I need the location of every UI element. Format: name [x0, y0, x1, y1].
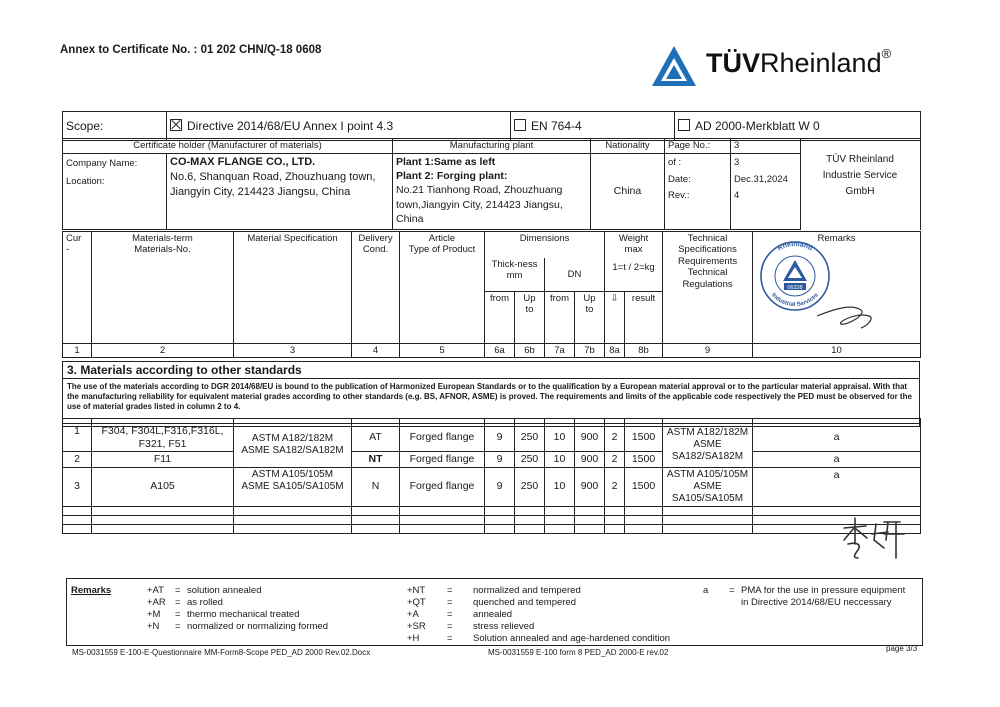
- legend-item: +SR = stress relieved: [407, 621, 535, 632]
- legend-item: +AT = solution annealed: [147, 585, 262, 596]
- scope-label: Scope:: [63, 112, 167, 141]
- row-thick-to: 250: [515, 424, 545, 452]
- holder-table: [62, 138, 921, 230]
- row-thick-to: 250: [515, 467, 545, 506]
- row-delivery: N: [352, 467, 400, 506]
- checkbox-checked-icon[interactable]: [170, 119, 182, 131]
- tuv-triangle-icon: [650, 44, 698, 88]
- col-tech-2: Specifications: [678, 244, 737, 256]
- company-address-2: Jiangyin City, 214423 Jiangsu, China: [170, 185, 351, 198]
- col-number: 3: [234, 344, 352, 358]
- checkbox-unchecked-icon[interactable]: [514, 119, 526, 131]
- row-tech-2: ASME SA182/SA182M: [671, 439, 744, 463]
- col-number: 7a: [545, 344, 575, 358]
- col-number: 2: [92, 344, 234, 358]
- legend-item: +A = annealed: [407, 609, 513, 620]
- company-label: Company Name:: [66, 158, 138, 169]
- row-number: 3: [63, 467, 92, 506]
- col-tech-3: Requirements: [677, 255, 738, 267]
- legend-a-code: a: [703, 585, 709, 596]
- scope-ad[interactable]: [675, 112, 921, 141]
- plant-address-2: town,Jiangyin City, 214423 Jiangsu,: [396, 198, 563, 211]
- row-weight: 2: [605, 424, 625, 452]
- row-result: 1500: [625, 424, 663, 452]
- row-dn-from: 10: [545, 424, 575, 452]
- col-tech-4: Technical: [687, 267, 728, 279]
- tuv-seal-stamp: [757, 238, 917, 338]
- col-article: Article: [428, 233, 456, 244]
- scope-en-label: EN 764-4: [531, 118, 582, 133]
- page-label: Page No.:: [665, 139, 731, 154]
- col-thickness-mm: mm: [506, 269, 523, 281]
- legend-a-desc-1: PMA for the use in pressure equipment: [741, 585, 906, 596]
- legend-item: +NT = normalized and tempered: [407, 585, 581, 596]
- table-row: [63, 452, 921, 468]
- col-number: 7b: [575, 344, 605, 358]
- legend-a-desc-2: in Directive 2014/68/EU neccessary: [741, 597, 892, 608]
- issuer-line-2: Industrie Service: [822, 170, 898, 181]
- col-cur-dash: -: [66, 244, 70, 256]
- col-article-type: Type of Product: [408, 244, 476, 256]
- issuer-line-1: TÜV Rheinland: [826, 154, 894, 165]
- checkbox-unchecked-icon[interactable]: [678, 119, 690, 131]
- row-result: 1500: [625, 467, 663, 506]
- row-dn-from: 10: [545, 452, 575, 468]
- row-article: Forged flange: [400, 452, 485, 468]
- legend-col-1: [147, 585, 328, 633]
- row-number: 1: [63, 424, 92, 452]
- svg-text:Rheinland: [777, 241, 814, 252]
- col-number: 8a: [605, 344, 625, 358]
- footer-middle: MS-0031559 E-100 form 8 PED_AD 2000-E rev.02: [488, 648, 669, 657]
- row-remark: a: [753, 452, 921, 468]
- nationality-value: China: [591, 154, 665, 230]
- col-dn-from: from: [545, 292, 575, 344]
- nationality-col-header: Nationality: [591, 139, 665, 154]
- col-number: 8b: [625, 344, 663, 358]
- col-materials-no: Materials-No.: [134, 244, 191, 256]
- company-address-1: No.6, Shanquan Road, Zhouzhuang town,: [170, 170, 376, 183]
- col-thickness: Thick-ness: [491, 258, 538, 270]
- seal-top-text: Rheinland: [776, 240, 814, 253]
- col-dn: DN: [545, 258, 605, 292]
- col-number: 5: [400, 344, 485, 358]
- table-row: [63, 424, 921, 452]
- row-tech-1: ASTM A105/105M: [666, 468, 749, 480]
- arrow-down-icon: ⇩: [605, 292, 625, 344]
- legend-item: +H = Solution annealed and age-hardened condition: [407, 633, 671, 644]
- row-tech-2: ASME SA105/SA105M: [671, 480, 744, 504]
- of-value: 3: [734, 157, 740, 168]
- row-thick-to: 250: [515, 452, 545, 468]
- row-spec-2: ASME SA182/SA182M: [241, 445, 344, 457]
- plant-address-3: China: [396, 212, 424, 225]
- tuv-logo: [648, 42, 918, 88]
- scope-en[interactable]: [511, 112, 675, 141]
- table-row: [63, 467, 921, 506]
- col-number: 4: [352, 344, 400, 358]
- scope-directive-label: Directive 2014/68/EU Annex I point 4.3: [187, 118, 394, 133]
- row-materials: A105: [92, 467, 234, 506]
- col-number: 6b: [515, 344, 545, 358]
- col-number: 10: [753, 344, 921, 358]
- row-materials: F304, F304L,F316,F316L, F321, F51: [92, 424, 234, 452]
- logo-wordmark: [706, 48, 891, 79]
- row-remark: a: [753, 424, 921, 452]
- col-tech-5: Regulations: [682, 278, 733, 290]
- seal-signature: [817, 307, 871, 328]
- date-value: Dec.31,2024: [734, 173, 788, 185]
- legend-item: +N = normalized or normalizing formed: [147, 621, 328, 632]
- col-tech-1: Technical: [687, 233, 728, 244]
- row-article: Forged flange: [400, 467, 485, 506]
- row-spec-1: ASTM A182/182M: [251, 433, 334, 445]
- rev-value: 4: [734, 190, 740, 202]
- col-number: 9: [663, 344, 753, 358]
- row-weight: 2: [605, 452, 625, 468]
- col-cur: Cur: [66, 233, 82, 244]
- location-label: Location:: [66, 176, 105, 188]
- holder-col-header: Certificate holder (Manufacturer of materials): [63, 139, 393, 154]
- col-delivery-cond: Cond.: [362, 244, 389, 256]
- section3-note: The use of the materials according to DGR 2014/68/EU is bound to the publication of Harmonized European Standards or to the qualification by a European material approval or to the particular material appraisal. With that the manufacturing reliability for equivalent material grades according to other standards (e.g. BS, AFNOR, ASME) is proved. The requirements and limits of the applicable code respectively the PED must be observed for the use of material grades listed in column 2 to 4.: [63, 379, 920, 427]
- col-remarks: Remarks: [753, 232, 921, 344]
- col-thick-up: Up: [523, 293, 536, 304]
- plant-2: Plant 2: Forging plant:: [396, 170, 508, 183]
- column-numbers-row: [63, 344, 921, 358]
- row-delivery: NT: [352, 452, 400, 468]
- scope-ad-label: AD 2000-Merkblatt W 0: [695, 118, 820, 133]
- page-value: 3: [731, 139, 801, 154]
- row-thick-from: 9: [485, 467, 515, 506]
- legend-col-2: [407, 585, 670, 645]
- row-remark: a: [753, 467, 921, 506]
- plant-col-header: Manufacturing plant: [393, 139, 591, 154]
- row-delivery: AT: [352, 424, 400, 452]
- materials-table: [62, 418, 921, 534]
- col-thick-from: from: [485, 292, 515, 344]
- scope-directive[interactable]: [167, 112, 511, 141]
- row-result: 1500: [625, 452, 663, 468]
- col-spec: Material Specification: [234, 232, 352, 344]
- date-label: Date:: [668, 173, 691, 185]
- row-materials: F11: [92, 452, 234, 468]
- section3-title: 3. Materials according to other standards: [63, 362, 920, 379]
- row-spec-2: ASME SA105/SA105M: [241, 480, 344, 492]
- of-label: of :: [668, 157, 682, 168]
- col-weight-max: max: [624, 244, 643, 256]
- logo-bold: TÜV: [706, 48, 760, 78]
- col-dn-up: Up: [583, 293, 596, 304]
- col-delivery: Delivery: [358, 233, 393, 244]
- logo-registered: ®: [881, 46, 892, 61]
- company-name: CO-MAX FLANGE CO., LTD.: [170, 156, 316, 168]
- logo-rest: Rheinland: [760, 48, 882, 78]
- col-dimensions: Dimensions: [485, 232, 605, 258]
- legend-item: +QT = quenched and tempered: [407, 597, 576, 608]
- row-thick-from: 9: [485, 452, 515, 468]
- remarks-legend: [66, 578, 923, 646]
- col-weight: Weight: [618, 233, 649, 244]
- row-dn-to: 900: [575, 424, 605, 452]
- seal-bottom-text: Industrial Services: [770, 292, 820, 309]
- handwritten-signature: [840, 514, 910, 562]
- footer-page: page 3/3: [886, 644, 918, 653]
- footer-left: MS-0031559 E-100-E-Questionnaire MM-Form8-Scope PED_AD 2000 Rev.02.Docx: [72, 648, 371, 657]
- seal-number: 06338: [787, 285, 803, 291]
- plant-1: Plant 1:Same as left: [396, 156, 496, 168]
- col-thick-to: to: [525, 304, 534, 316]
- row-spec-1: ASTM A105/105M: [251, 468, 334, 480]
- col-dn-to: to: [585, 304, 594, 316]
- issuer-line-3: GmbH: [845, 186, 875, 197]
- col-number: 6a: [485, 344, 515, 358]
- col-result: result: [625, 292, 663, 344]
- legend-col-3: [703, 585, 905, 609]
- plant-address-1: No.21 Tianhong Road, Zhouzhuang: [396, 184, 563, 197]
- row-thick-from: 9: [485, 424, 515, 452]
- legend-title: Remarks: [71, 585, 112, 596]
- col-weight-unit: 1=t / 2=kg: [612, 261, 655, 273]
- annex-title: Annex to Certificate No. : 01 202 CHN/Q-18 0608: [60, 44, 322, 56]
- legend-item: +AR = as rolled: [147, 597, 223, 608]
- row-tech-1: ASTM A182/182M: [666, 427, 749, 439]
- row-dn-to: 900: [575, 467, 605, 506]
- col-number: 1: [63, 344, 92, 358]
- col-materials-term: Materials-term: [132, 233, 193, 244]
- row-number: 2: [63, 452, 92, 468]
- legend-a-eq: =: [729, 585, 735, 596]
- rev-label: Rev.:: [668, 190, 690, 202]
- row-weight: 2: [605, 467, 625, 506]
- row-dn-to: 900: [575, 452, 605, 468]
- scope-table: [62, 111, 921, 141]
- legend-item: +M = thermo mechanical treated: [147, 609, 300, 620]
- row-dn-from: 10: [545, 467, 575, 506]
- row-article: Forged flange: [400, 424, 485, 452]
- issuer-block: [800, 152, 920, 200]
